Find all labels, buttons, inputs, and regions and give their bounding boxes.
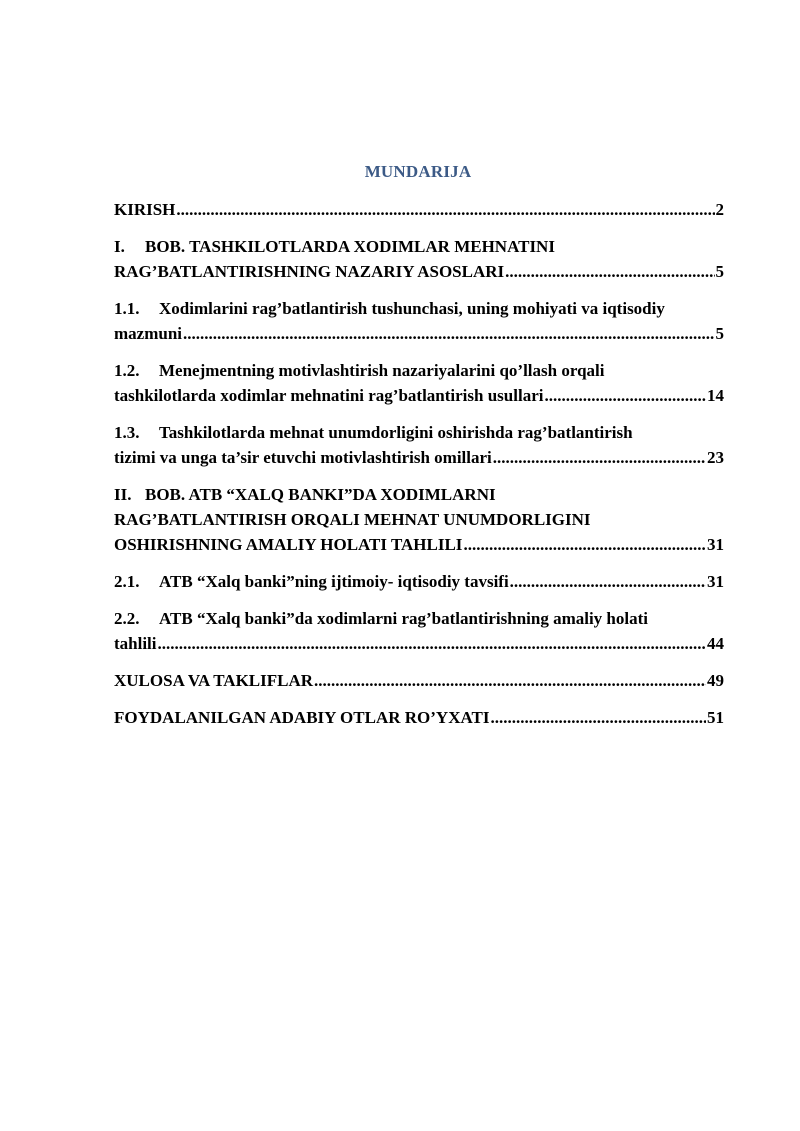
dot-leader — [314, 668, 706, 693]
toc-entry-text: ATB “Xalq banki”da xodimlarni rag’batlantirishning amaliy holati — [159, 609, 648, 628]
toc-entry-number: I. — [114, 237, 125, 256]
toc-entry-text: RAG’BATLANTIRISH ORQALI MEHNAT UNUMDORLIGINI — [114, 510, 591, 529]
toc-entry-number: 1.2. — [114, 361, 140, 380]
toc-entry-1-3[interactable] — [114, 420, 724, 470]
toc-page-number: 5 — [715, 324, 724, 343]
toc-entry-number: II. — [114, 485, 132, 504]
toc-page-number: 2 — [715, 200, 724, 219]
toc-entry-text: OSHIRISHNING AMALIY HOLATI TAHLILI — [114, 535, 463, 554]
toc-entry-chapter-1[interactable] — [114, 234, 724, 284]
toc-page-number: 44 — [707, 634, 724, 653]
dot-leader — [544, 383, 706, 408]
toc-entry-number: 1.3. — [114, 423, 140, 442]
toc-entry-text: KIRISH — [114, 200, 176, 219]
toc-entry-text: RAG’BATLANTIRISHNING NAZARIY ASOSLARI — [114, 262, 505, 281]
dot-leader — [505, 259, 714, 284]
toc-entry-text: BOB. TASHKILOTLARDA XODIMLAR MEHNATINI — [145, 237, 555, 256]
toc-entry-text: Tashkilotlarda mehnat unumdorligini oshirishda rag’batlantirish — [159, 423, 633, 442]
toc-page-number: 51 — [707, 708, 724, 727]
toc-entry-text: tahlili — [114, 634, 157, 653]
toc-entry-number: 2.2. — [114, 609, 140, 628]
toc-entry-text: BOB. ATB “XALQ BANKI”DA XODIMLARNI — [145, 485, 496, 504]
toc-entry-2-2[interactable] — [114, 606, 724, 656]
toc-entry-text: Xodimlarini rag’batlantirish tushunchasi, uning mohiyati va iqtisodiy — [159, 299, 665, 318]
toc-entry-text: XULOSA VA TAKLIFLAR — [114, 671, 314, 690]
toc-entry-chapter-2[interactable] — [114, 482, 724, 557]
toc-page-number: 31 — [707, 535, 724, 554]
dot-leader — [158, 631, 706, 656]
dot-leader — [490, 705, 706, 730]
toc-page-number: 49 — [707, 671, 724, 690]
toc-page-number: 23 — [707, 448, 724, 467]
toc-page-number: 5 — [715, 262, 724, 281]
dot-leader — [183, 321, 715, 346]
toc-entry-text: tashkilotlarda xodimlar mehnatini rag’batlantirish usullari — [114, 386, 544, 405]
toc-entry-2-1[interactable] — [114, 569, 724, 594]
dot-leader — [510, 569, 706, 594]
toc-title: MUNDARIJA — [364, 162, 472, 181]
toc-entry-text: tizimi va unga ta’sir etuvchi motivlashtirish omillari — [114, 448, 492, 467]
toc-entry-text: mazmuni — [114, 324, 182, 343]
toc-entry-1-2[interactable] — [114, 358, 724, 408]
dot-leader — [493, 445, 706, 470]
dot-leader — [176, 197, 714, 222]
table-of-contents — [114, 197, 724, 730]
toc-page-number: 31 — [707, 572, 724, 591]
toc-entry-text: Menejmentning motivlashtirish nazariyalarini qo’llash orqali — [159, 361, 605, 380]
toc-page-number: 14 — [707, 386, 724, 405]
toc-entry-bibliography[interactable] — [114, 705, 724, 730]
toc-entry-kirish[interactable] — [114, 197, 724, 222]
toc-entry-number: 2.1. — [114, 572, 140, 591]
dot-leader — [463, 532, 706, 557]
toc-entry-text: FOYDALANILGAN ADABIY OTLAR RO’YXATI — [114, 708, 490, 727]
toc-entry-1-1[interactable] — [114, 296, 724, 346]
toc-entry-text: ATB “Xalq banki”ning ijtimoiy- iqtisodiy tavsifi — [159, 572, 509, 591]
toc-entry-xulosa[interactable] — [114, 668, 724, 693]
toc-entry-number: 1.1. — [114, 299, 140, 318]
